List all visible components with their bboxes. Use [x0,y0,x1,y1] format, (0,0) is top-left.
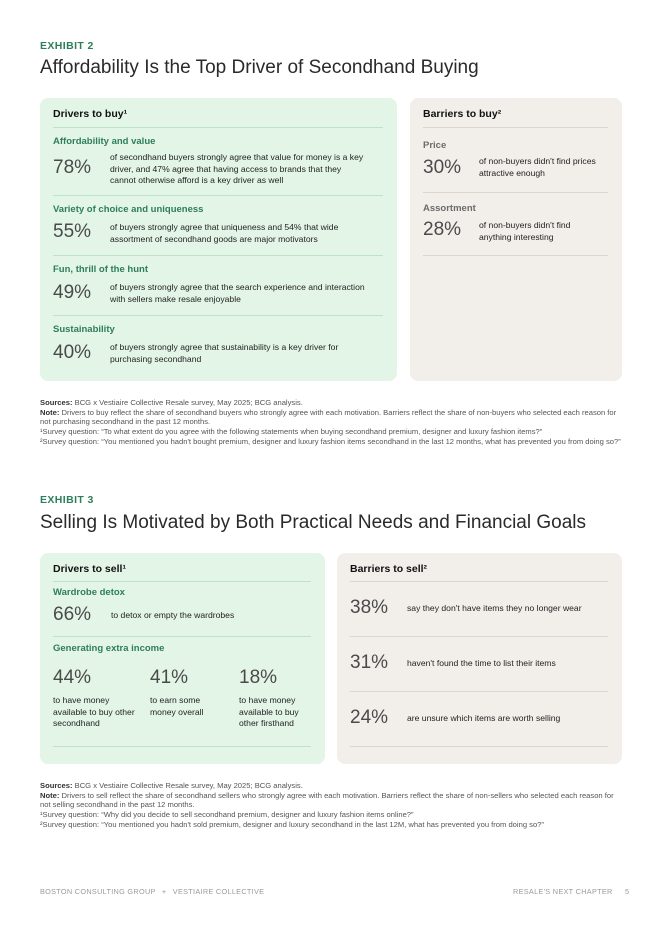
footer-right [513,887,629,896]
barriers-to-buy-title: Barriers to buy² [423,108,502,120]
divider [423,192,608,193]
barriers-to-buy-panel [410,98,622,381]
divider [53,315,383,316]
wardrobe-detox-description: to detox or empty the wardrobes [111,610,235,620]
divider [350,691,608,692]
footer-left [40,887,264,896]
driver-percent: 49% [53,282,92,303]
barrier-percent: 30% [423,157,462,178]
income-percent: 44% [53,667,92,688]
barrier-percent: 28% [423,219,462,240]
divider [350,636,608,637]
divider [53,581,311,582]
footer-separator: + [161,887,167,896]
footer-company: BOSTON CONSULTING GROUP [40,887,156,896]
exhibit-3-title: Selling Is Motivated by Both Practical Needs and Financial Goals [40,512,586,533]
wardrobe-detox-percent: 66% [53,604,92,625]
barriers-to-sell-panel [337,553,622,764]
page-number: 5 [624,887,630,896]
driver-category: Fun, thrill of the hunt [53,264,148,275]
divider [53,255,383,256]
driver-category: Sustainability [53,324,115,335]
barriers-to-sell-title: Barriers to sell² [350,563,428,575]
barrier-percent: 31% [350,652,389,673]
divider [350,581,608,582]
footer-report-title: RESALE'S NEXT CHAPTER [513,887,613,896]
sources-text: BCG x Vestiaire Collective Resale survey, May 2025; BCG analysis. [74,398,303,407]
note-label: Note: [40,790,60,800]
driver-category: Affordability and value [53,136,156,147]
divider [53,195,383,196]
drivers-to-buy-panel [40,98,397,381]
note-text: Drivers to buy reflect the share of secondhand buyers who strongly agree with each motivation. Barriers reflect the share of non-buyers who selected each reason for not purchasing secondhand in the past 12 months. [40,407,617,427]
sources-label: Sources: [40,781,73,790]
exhibit-3-label: EXHIBIT 3 [40,494,94,506]
income-percent: 18% [239,667,278,688]
divider [53,127,383,128]
driver-description: of buyers strongly agree that sustainability is a key driver for purchasing secondhand [110,342,339,364]
sources-text: BCG x Vestiaire Collective Resale survey, May 2025; BCG analysis. [74,781,303,790]
income-percent: 41% [150,667,189,688]
exhibit-2-label: EXHIBIT 2 [40,40,94,52]
exhibit-2-title: Affordability Is the Top Driver of Secondhand Buying [40,57,479,78]
barrier-percent: 38% [350,597,389,618]
barrier-description: say they don't have items they no longer wear [407,603,582,613]
exhibit-3-notes [40,781,625,830]
driver-description: of buyers strongly agree that uniqueness and 54% that wide assortment of secondhand goods are major motivators [110,222,339,244]
drivers-to-buy-title: Drivers to buy¹ [53,108,128,120]
barrier-category: Assortment [423,203,476,214]
barrier-description: are unsure which items are worth selling [407,713,561,723]
exhibit-2-notes [40,398,625,447]
sources-label: Sources: [40,398,73,407]
driver-description: of secondhand buyers strongly agree that value for money is a key driver, and 47% agree that having access to brands that they cannot otherwise afford is a key driver as well [110,152,364,185]
note-text: Drivers to sell reflect the share of secondhand sellers who strongly agree with each motivation. Barriers reflect the share of non-sellers who selected each reason for not selling secondhand in the past 12 months. [40,790,614,810]
barrier-description: of non-buyers didn't find prices attractive enough [479,156,596,178]
divider [350,746,608,747]
divider [423,255,608,256]
footnote-2: ²Survey question: “You mentioned you hadn't sold premium, designer and luxury secondhand in the last 12M, what has prevented you from doing so?” [40,819,544,829]
footnote-2: ²Survey question: “You mentioned you hadn't bought premium, designer and luxury fashion items secondhand in the last 12 months, what has prevented you from doing so?” [40,436,621,446]
barrier-description: haven't found the time to list their items [407,658,556,668]
income-description: to earn some money overall [150,695,204,717]
driver-percent: 55% [53,221,92,242]
barrier-description: of non-buyers didn't find anything interesting [479,220,571,242]
income-description: to have money available to buy other firsthand [239,695,299,728]
drivers-to-sell-title: Drivers to sell¹ [53,563,126,575]
divider [423,127,608,128]
income-description: to have money available to buy other secondhand [53,695,135,728]
barrier-percent: 24% [350,707,389,728]
note-label: Note: [40,407,60,417]
wardrobe-detox-category: Wardrobe detox [53,587,125,598]
driver-category: Variety of choice and uniqueness [53,204,204,215]
driver-percent: 78% [53,157,92,178]
extra-income-category: Generating extra income [53,643,165,654]
driver-percent: 40% [53,342,92,363]
divider [53,636,311,637]
footnote-1: ¹Survey question: “To what extent do you agree with the following statements when buying secondhand premium, designer and luxury fashion items?” [40,427,543,437]
footnote-1: ¹Survey question: “Why did you decide to sell secondhand premium, designer and luxury fashion items online?” [40,810,414,820]
barrier-category: Price [423,140,447,151]
divider [53,746,311,747]
footer-partner: VESTIAIRE COLLECTIVE [172,887,265,896]
driver-description: of buyers strongly agree that the search experience and interaction with sellers make resale enjoyable [110,282,365,304]
drivers-to-sell-panel [40,553,325,764]
